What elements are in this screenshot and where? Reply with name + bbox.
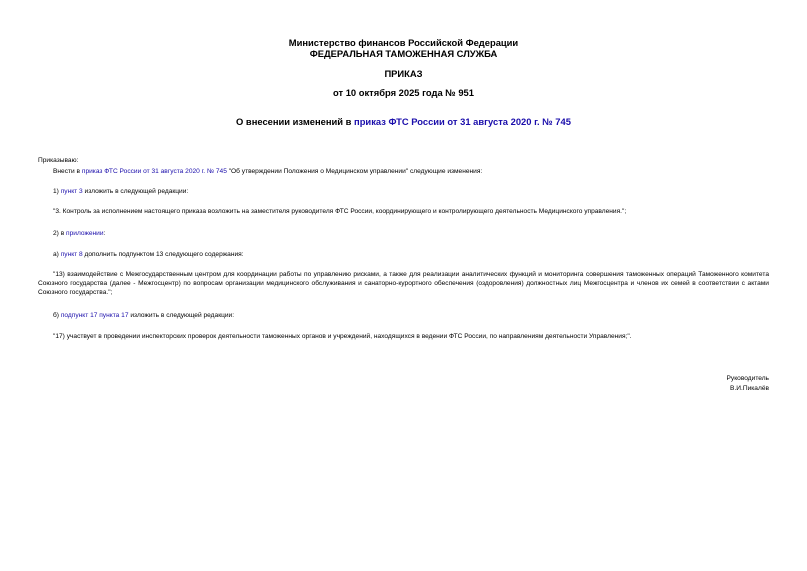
doc-type-heading: ПРИКАЗ [384,68,423,79]
quote-3-paragraph: "17) участвует в проведении инспекторских проверок деятельности таможенных органов и учреждений, находящихся в ведении ФТС России, по направлениям деятельности Управления;". [53,333,632,340]
item-2a-post: дополнить подпунктом 13 следующего содержания: [82,251,244,258]
item-2b-post: изложить в следующей редакции: [128,312,235,319]
quote-1-paragraph: "3. Контроль за исполнением настоящего приказа возложить на заместителя руководителя ФТС России, координирующего и контролирующего деятельность Медицинского управления."; [53,208,627,215]
date-number-heading: от 10 октября 2025 года № 951 [333,87,474,98]
item-1-paragraph [53,187,773,196]
signature-position: Руководитель [726,375,769,382]
intro-paragraph [53,167,773,176]
item-2-link[interactable]: приложении [66,230,104,237]
item-2b-pre: б) [53,312,61,319]
item-2a-pre: а) [53,251,61,258]
intro-pre: Внести в [53,168,82,175]
intro-order-link[interactable]: приказ ФТС России от 31 августа 2020 г. № 745 [81,168,227,175]
order-word: Приказываю: [38,157,79,164]
signature-name: В.И.Пикалёв [730,385,769,392]
item-2b-paragraph [53,311,773,320]
item-1-pre: 1) [53,188,61,195]
item-2a-link[interactable]: пункт 8 [60,251,83,258]
item-2-post: : [103,230,106,237]
intro-post: "Об утверждении Положения о Медицинском управлении" следующие изменения: [226,168,483,175]
item-1-link[interactable]: пункт 3 [60,188,83,195]
item-2b-link[interactable]: подпункт 17 пункта 17 [60,312,129,319]
item-1-post: изложить в следующей редакции: [82,188,189,195]
item-2-paragraph [53,229,773,238]
ministry-heading: Министерство финансов Российской Федерации [288,37,519,48]
document-title [0,116,807,127]
quote-2-paragraph: "13) взаимодействие с Межгосударственным центром для координации работы по управлению рисками, а также для реализации аналитических функций и мониторинга совершения таможенных операций Таможенного комитета Союзного государства (далее - Межгосцентр) по вопросам организации медицинского обслуживания и санаторно-курортного обеспечения (оздоровления) должностных лиц Межгосцентра и членов их семей в соответствии с актами Союзного государства."; [38,271,769,297]
service-heading: ФЕДЕРАЛЬНАЯ ТАМОЖЕННАЯ СЛУЖБА [309,48,498,59]
item-2-pre: 2) в [53,230,67,237]
title-order-link[interactable]: приказ ФТС России от 31 августа 2020 г. № 745 [354,116,571,127]
title-prefix: О внесении изменений в [236,116,355,127]
item-2a-paragraph [53,250,773,259]
